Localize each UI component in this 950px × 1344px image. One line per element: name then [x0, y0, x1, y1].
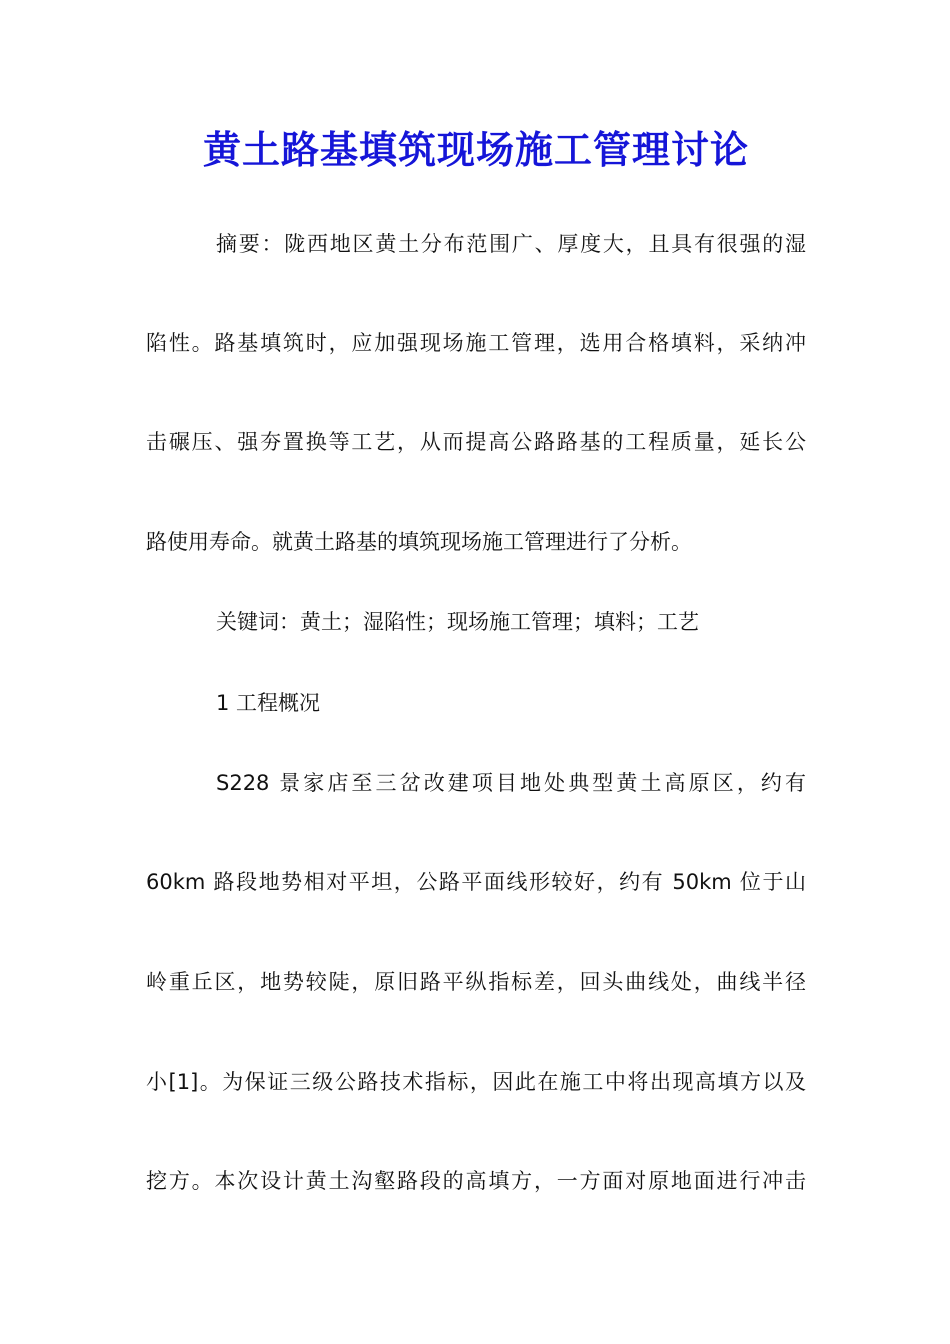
- abstract-line-3: 击碾压、强夯置换等工艺，从而提高公路路基的工程质量，延长公: [146, 430, 806, 454]
- abstract-line-4: 路使用寿命。就黄土路基的填筑现场施工管理进行了分析。: [146, 530, 692, 554]
- body-line-5: 挖方。本次设计黄土沟壑路段的高填方，一方面对原地面进行冲击: [146, 1169, 806, 1193]
- abstract-line-2: 陷性。路基填筑时，应加强现场施工管理，选用合格填料，采纳冲: [146, 331, 806, 355]
- abstract-line-1: 摘要：陇西地区黄土分布范围广、厚度大，且具有很强的湿: [216, 232, 806, 256]
- body-line-3: 岭重丘区，地势较陡，原旧路平纵指标差，回头曲线处，曲线半径: [146, 970, 806, 994]
- section-heading: 1 工程概况: [216, 691, 321, 715]
- body-line-2: 60km 路段地势相对平坦，公路平面线形较好，约有 50km 位于山: [146, 870, 806, 894]
- body-line-1: S228 景家店至三岔改建项目地处典型黄土高原区，约有: [216, 771, 806, 795]
- keywords-line: 关键词：黄土；湿陷性；现场施工管理；填料；工艺: [216, 610, 699, 634]
- document-title: 黄土路基填筑现场施工管理讨论: [202, 127, 749, 172]
- body-line-4: 小[1]。为保证三级公路技术指标，因此在施工中将出现高填方以及: [146, 1070, 806, 1094]
